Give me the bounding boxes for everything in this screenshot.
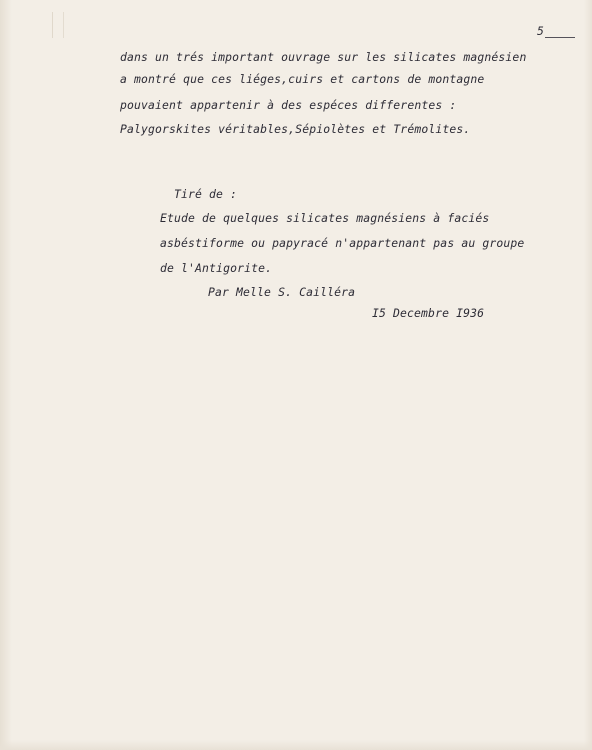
paper-edge-bottom <box>0 740 592 750</box>
source-heading: Tiré de : <box>174 187 238 201</box>
source-title-line-1: Etude de quelques silicates magnésiens à faciés <box>160 211 490 225</box>
body-line-1: dans un trés important ouvrage sur les silicates magnésien <box>120 50 527 64</box>
source-title-line-3: de l'Antigorite. <box>160 261 273 275</box>
body-line-3: pouvaient appartenir à des espéces differentes : <box>120 98 457 112</box>
page-number-underline <box>545 37 575 38</box>
staple-mark <box>52 12 64 38</box>
paper-edge-left <box>0 0 12 750</box>
body-line-4: Palygorskites véritables,Sépiolètes et Trémolites. <box>120 122 471 136</box>
page-number: 5 <box>537 24 544 38</box>
source-date: I5 Decembre I936 <box>372 306 485 320</box>
source-title-line-2: asbéstiforme ou papyracé n'appartenant pas au groupe <box>160 236 525 250</box>
paper-edge-right <box>584 0 592 750</box>
body-line-2: a montré que ces liéges,cuirs et cartons de montagne <box>120 72 485 86</box>
source-author: Par Melle S. Cailléra <box>208 285 356 299</box>
